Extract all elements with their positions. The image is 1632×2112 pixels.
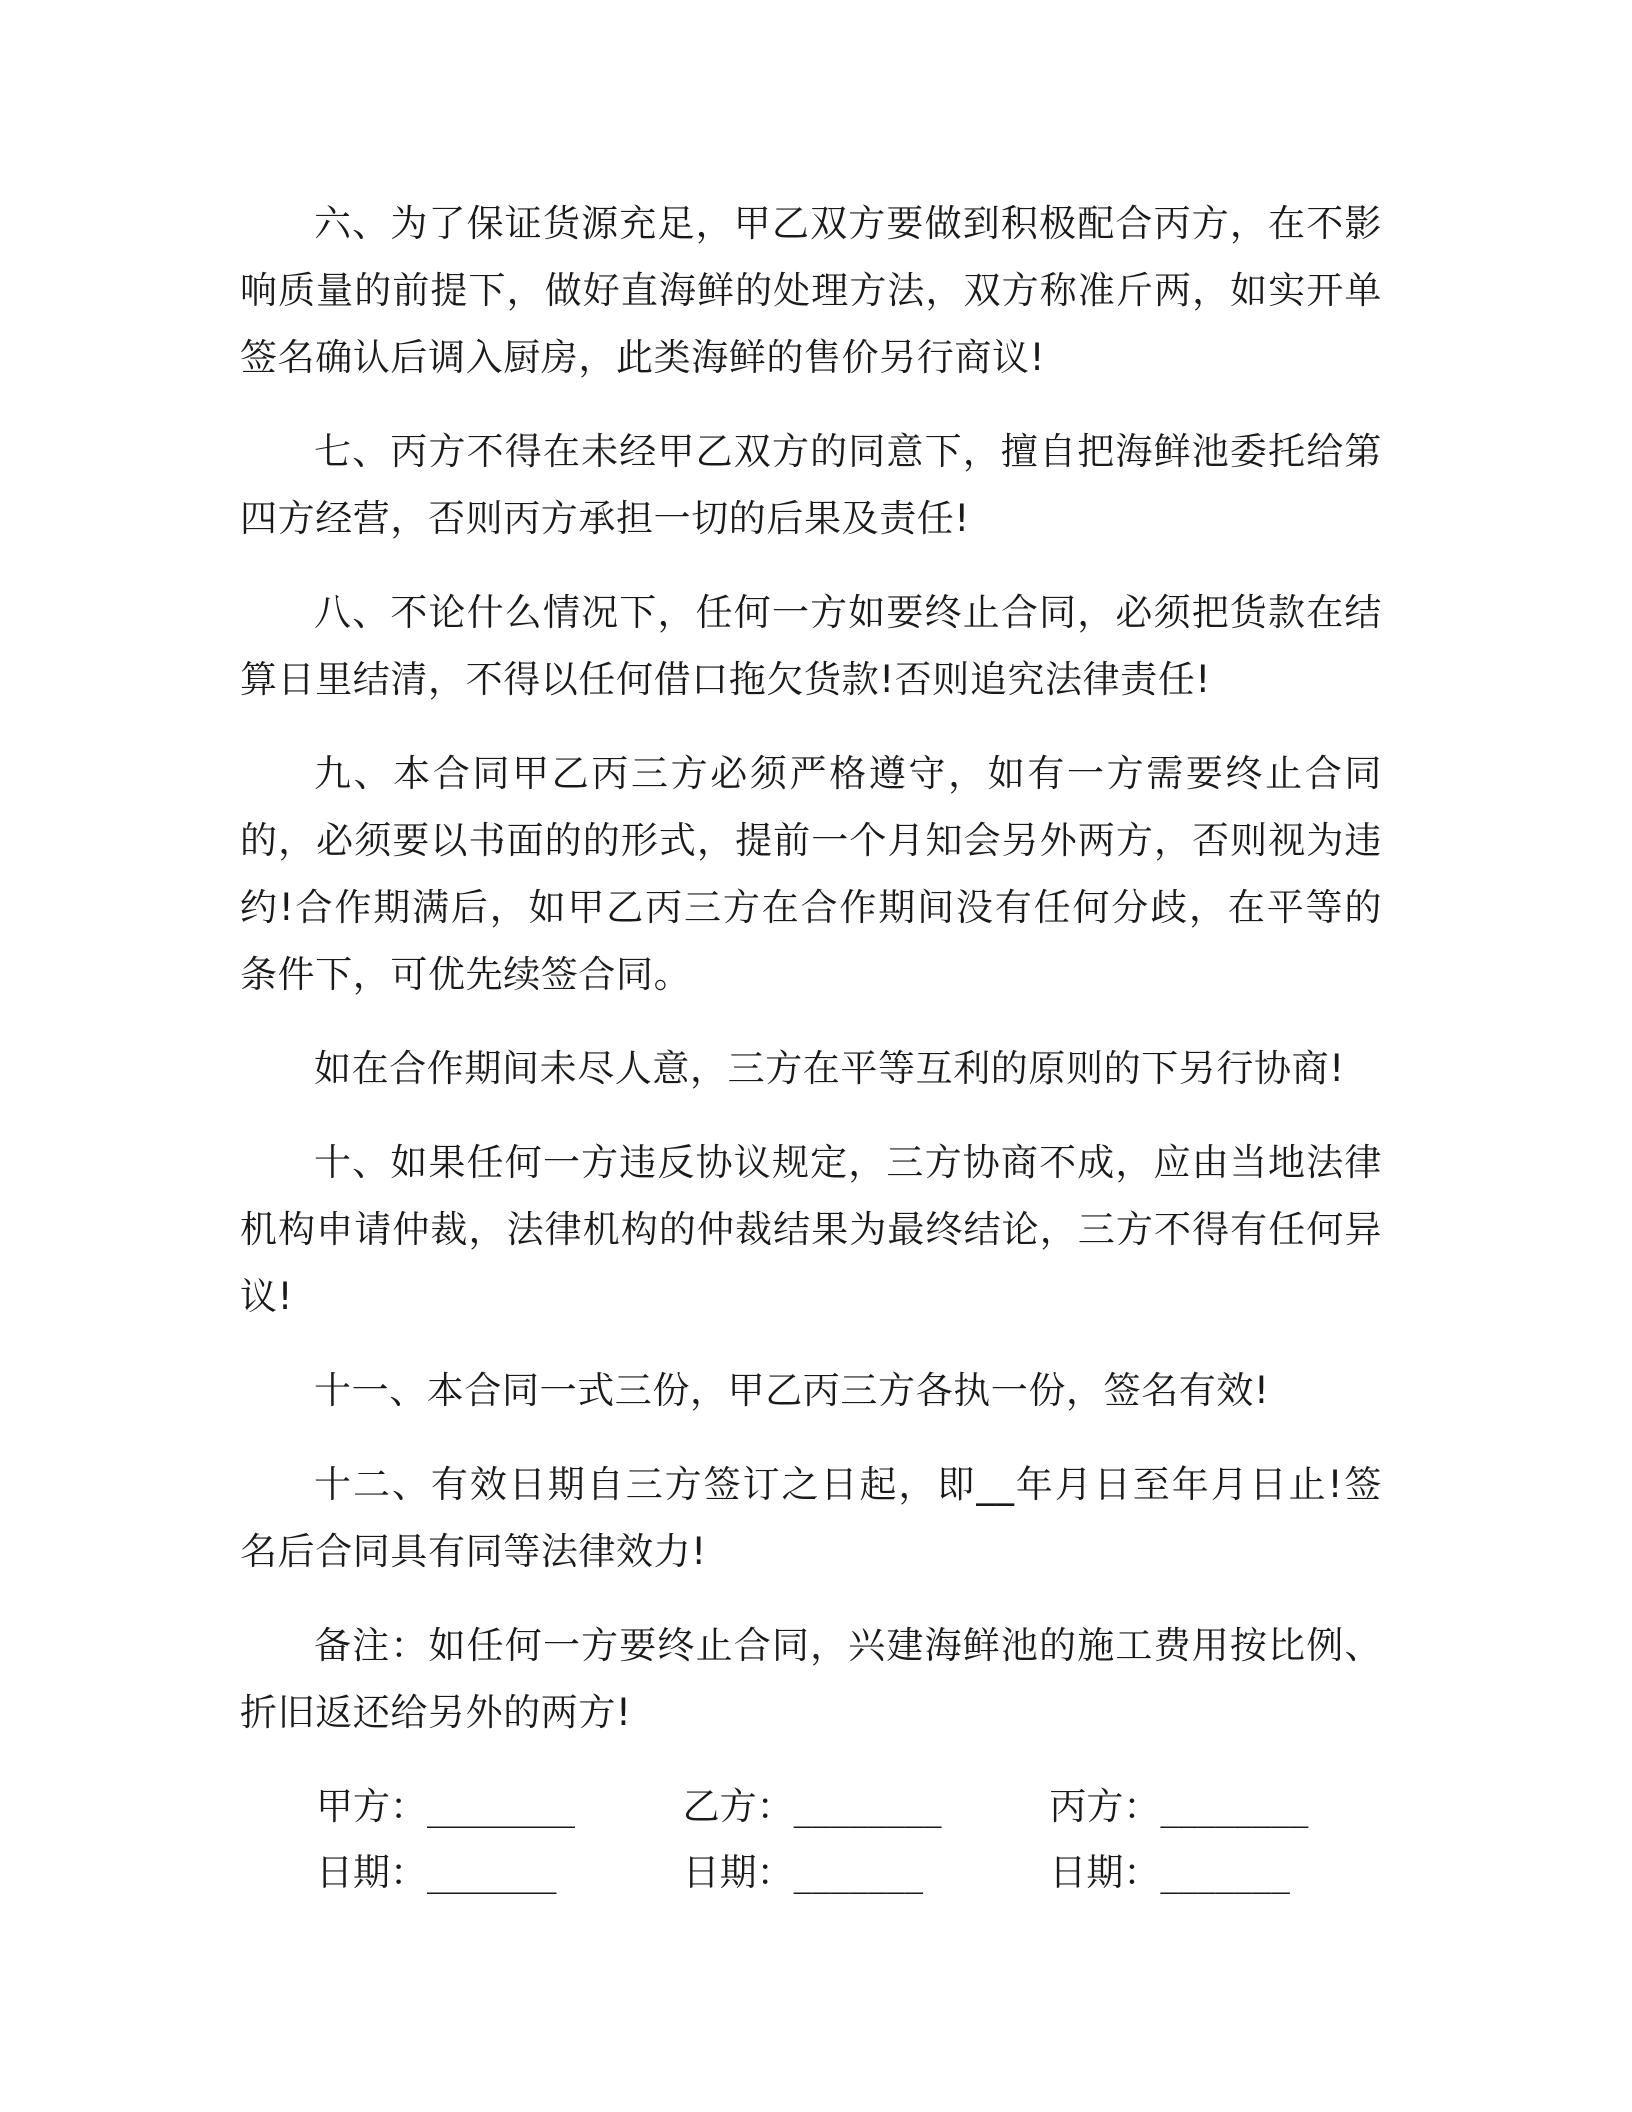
signature-block bbox=[316, 1770, 1416, 1902]
party-b-date: 日期：_______ bbox=[682, 1851, 924, 1894]
clause-10: 十、如果任何一方违反协议规定，三方协商不成，应由当地法律机构申请仲裁，法律机构的仲裁结果为最终结论，三方不得有任何异议! bbox=[240, 1141, 1382, 1318]
party-a-date: 日期：_______ bbox=[316, 1851, 557, 1894]
clause-11: 十一、本合同一式三份，甲乙丙三方各执一份，签名有效! bbox=[314, 1369, 1270, 1412]
clause-9-note: 如在合作期间未尽人意，三方在平等互利的原则的下另行协商! bbox=[314, 1047, 1345, 1090]
party-c-signature: 丙方：________ bbox=[1049, 1785, 1309, 1828]
remark: 备注：如任何一方要终止合同，兴建海鲜池的施工费用按比例、折旧返还给另外的两方! bbox=[240, 1624, 1382, 1734]
clause-6: 六、为了保证货源充足，甲乙双方要做到积极配合丙方，在不影响质量的前提下，做好直海鲜的处理方法，双方称准斤两，如实开单签名确认后调入厨房，此类海鲜的售价另行商议! bbox=[240, 202, 1382, 379]
party-a-signature: 甲方：________ bbox=[316, 1785, 575, 1828]
date-row bbox=[316, 1836, 1416, 1902]
party-c-date: 日期：_______ bbox=[1049, 1851, 1290, 1894]
clause-8: 八、不论什么情况下，任何一方如要终止合同，必须把货款在结算日里结清，不得以任何借口拖欠货款!否则追究法律责任! bbox=[240, 591, 1382, 701]
contract-body bbox=[240, 190, 1382, 1773]
party-b-signature: 乙方：________ bbox=[682, 1785, 942, 1828]
clause-7: 七、丙方不得在未经甲乙双方的同意下，擅自把海鲜池委托给第四方经营，否则丙方承担一切的后果及责任! bbox=[240, 430, 1382, 540]
clause-9: 九、本合同甲乙丙三方必须严格遵守，如有一方需要终止合同的，必须要以书面的的形式，提前一个月知会另外两方，否则视为违约!合作期满后，如甲乙丙三方在合作期间没有任何分歧，在平等的条件下，可优先续签合同。 bbox=[240, 752, 1382, 996]
signature-row bbox=[316, 1770, 1416, 1836]
clause-12: 十二、有效日期自三方签订之日起，即__年月日至年月日止!签名后合同具有同等法律效力! bbox=[240, 1463, 1382, 1573]
